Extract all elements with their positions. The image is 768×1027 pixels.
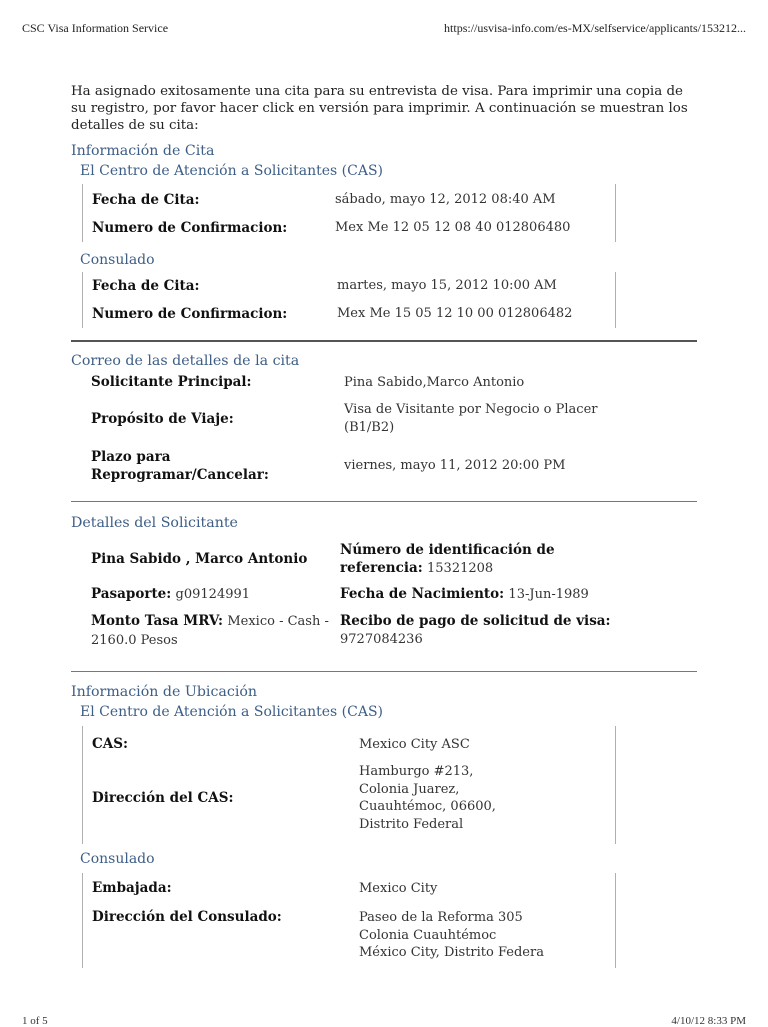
consulate-address-line: México City, Distrito Federa bbox=[359, 945, 544, 960]
cas-date-label: Fecha de Cita: bbox=[92, 192, 200, 208]
consulate-date-value: martes, mayo 15, 2012 10:00 AM bbox=[337, 278, 557, 293]
receipt-label: Recibo de pago de solicitud de visa: bbox=[340, 613, 611, 629]
deadline-label-2: Reprogramar/Cancelar: bbox=[91, 467, 269, 483]
applicant-box bbox=[82, 531, 642, 663]
cas-address-line: Distrito Federal bbox=[359, 816, 464, 832]
location-cas-box bbox=[82, 726, 616, 844]
divider bbox=[71, 671, 697, 672]
cas-label: CAS: bbox=[92, 736, 128, 752]
deadline-label-1: Plazo para bbox=[91, 449, 171, 465]
cas-date-value: sábado, mayo 12, 2012 08:40 AM bbox=[335, 192, 556, 207]
fee-value-1: Mexico - Cash - bbox=[227, 614, 329, 629]
appointment-heading: Información de Cita bbox=[71, 143, 215, 159]
location-heading: Información de Ubicación bbox=[71, 684, 258, 700]
dob-label: Fecha de Nacimiento: bbox=[340, 586, 505, 602]
intro-text: Ha asignado exitosamente una cita para su entrevista de visa. Para imprimir una copia de su registro, por favor hacer click en versión para imprimir. A continuación se muestran los detalles de su cita: bbox=[71, 84, 688, 133]
principal-value: Pina Sabido,Marco Antonio bbox=[344, 375, 525, 390]
cas-address-line: Cuauhtémoc, 06600, bbox=[359, 799, 496, 814]
appointment-cas-box bbox=[82, 184, 616, 242]
embassy-label: Embajada: bbox=[92, 880, 172, 896]
appointment-cas-heading: El Centro de Atención a Solicitantes (CAS) bbox=[80, 163, 384, 179]
dob-value: 13-Jun-1989 bbox=[508, 587, 589, 602]
cas-address-label: Dirección del CAS: bbox=[92, 790, 234, 806]
ref-label-1: Número de identificación de bbox=[340, 542, 555, 558]
location-cas-heading: El Centro de Atención a Solicitantes (CAS) bbox=[80, 704, 384, 720]
ref-value: 15321208 bbox=[427, 561, 494, 576]
page-number: 1 of 5 bbox=[22, 1015, 48, 1027]
consulate-date-label: Fecha de Cita: bbox=[92, 278, 200, 294]
divider bbox=[71, 340, 697, 342]
print-datetime: 4/10/12 8:33 PM bbox=[671, 1015, 746, 1027]
mail-details-heading: Correo de las detalles de la cita bbox=[71, 353, 300, 369]
embassy-value: Mexico City bbox=[359, 881, 438, 896]
print-header bbox=[22, 21, 746, 39]
ref-label-2: referencia: bbox=[340, 560, 423, 576]
consulate-address-line: Colonia Cuauhtémoc bbox=[359, 927, 497, 943]
principal-label: Solicitante Principal: bbox=[91, 374, 252, 390]
location-consulate-heading: Consulado bbox=[80, 851, 155, 867]
appointment-consulate-box bbox=[82, 272, 616, 328]
deadline-value: viernes, mayo 11, 2012 20:00 PM bbox=[344, 458, 566, 473]
applicant-name: Pina Sabido , Marco Antonio bbox=[91, 551, 308, 567]
cas-address-line: Colonia Juarez, bbox=[359, 781, 460, 797]
applicant-heading: Detalles del Solicitante bbox=[71, 515, 238, 531]
page-url[interactable]: https://usvisa-info.com/es-MX/selfservice/applicants/153212... bbox=[444, 21, 746, 35]
purpose-value-2: (B1/B2) bbox=[344, 420, 395, 435]
consulate-conf-label: Numero de Confirmacion: bbox=[92, 306, 288, 322]
cas-conf-label: Numero de Confirmacion: bbox=[92, 220, 288, 236]
main-content bbox=[71, 83, 697, 968]
passport-label: Pasaporte: bbox=[91, 586, 172, 602]
consulate-address-line: Paseo de la Reforma 305 bbox=[359, 910, 523, 925]
location-consulate-box bbox=[82, 873, 616, 968]
mail-details-box bbox=[82, 369, 642, 497]
receipt-value: 9727084236 bbox=[340, 632, 423, 647]
fee-value-2: 2160.0 Pesos bbox=[91, 633, 178, 648]
divider bbox=[71, 501, 697, 502]
cas-conf-value: Mex Me 12 05 12 08 40 012806480 bbox=[335, 220, 571, 235]
purpose-label: Propósito de Viaje: bbox=[91, 411, 234, 427]
page-title: CSC Visa Information Service bbox=[22, 21, 169, 35]
fee-label: Monto Tasa MRV: bbox=[91, 613, 224, 629]
cas-address-line: Hamburgo #213, bbox=[359, 764, 474, 779]
purpose-value-1: Visa de Visitante por Negocio o Placer bbox=[344, 402, 598, 417]
passport-value: g09124991 bbox=[175, 587, 251, 602]
appointment-consulate-heading: Consulado bbox=[80, 252, 155, 268]
consulate-address-label: Dirección del Consulado: bbox=[92, 909, 282, 925]
cas-value: Mexico City ASC bbox=[359, 737, 470, 752]
consulate-conf-value: Mex Me 15 05 12 10 00 012806482 bbox=[337, 306, 573, 321]
